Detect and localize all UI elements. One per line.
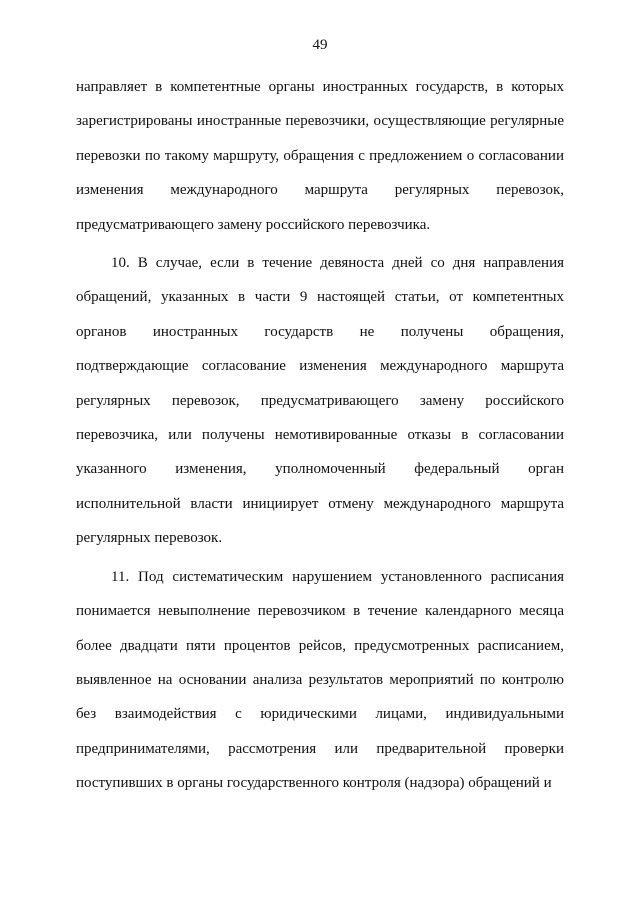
paragraph-10: 10. В случае, если в течение девяноста дней со дня направления обращений, указанных в части 9 настоящей статьи, от компетентных органов иностранных государств не получены обращения, подтверждающие согласование изменения международного маршрута регулярных перевозок, предусматривающего замену российского перевозчика, или получены немотивированные отказы в согласовании указанного изменения, уполномоченный федеральный орган исполнительной власти инициирует отмену международного маршрута регулярных перевозок.	[76, 255, 564, 547]
paragraph-11: 11. Под систематическим нарушением установленного расписания понимается невыполнение перевозчиком в течение календарного месяца более двадцати пяти процентов рейсов, предусмотренных расписанием, выявленное на основании анализа результатов мероприятий по контролю без взаимодействия с юридическими лицами, индивидуальными предпринимателями, рассмотрения или предварительной проверки поступивших в органы государственного контроля (надзора) обращений и	[76, 568, 564, 792]
page-number: 49	[312, 37, 328, 53]
paragraph-continuation: направляет в компетентные органы иностранных государств, в которых зарегистрированы иностранные перевозчики, осуществляющие регулярные перевозки по такому маршруту, обращения с предложением о согласовании изменения международного маршрута регулярных перевозок, предусматривающего замену российского перевозчика.	[76, 79, 564, 233]
document-body	[76, 70, 564, 801]
